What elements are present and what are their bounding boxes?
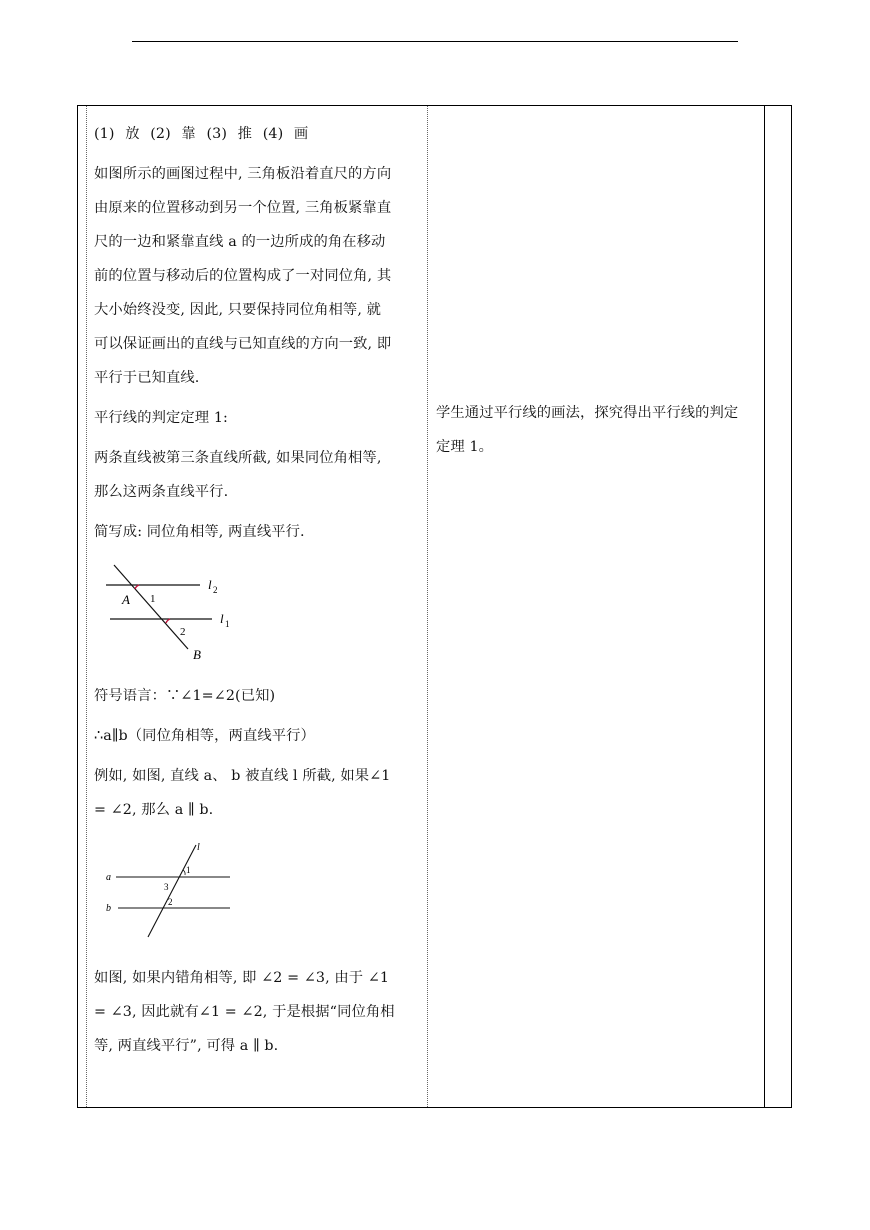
para1-line: 尺的一边和紧靠直线 a 的一边所成的角在移动 [94,234,386,250]
label-angle2: 2 [180,626,186,638]
line-l [148,845,196,937]
para1-line: 可以保证画出的直线与已知直线的方向一致, 即 [94,336,392,352]
conclusion-line: = ∠3, 因此就有∠1 = ∠2, 于是根据“同位角相 [94,1004,395,1020]
symbol-language-line: ∴a∥b（同位角相等，两直线平行） [94,728,315,744]
short-form: 简写成: 同位角相等, 两直线平行. [94,524,305,540]
example-line: 例如, 如图, 直线 a、 b 被直线 l 所截, 如果∠1 [94,768,391,784]
theorem-body-line: 那么这两条直线平行. [94,484,229,500]
student-note-line: 定理 1。 [436,439,494,455]
para1-line: 平行于已知直线. [94,370,200,386]
lesson-table [77,105,792,1108]
label-l2-subscript: 2 [213,585,218,595]
right-column-divider [764,106,765,1107]
steps-line: (1) 放 (2) 靠 (3) 推 (4) 画 [94,126,309,142]
label-angle1: 1 [150,593,156,605]
header-rule [132,41,738,42]
para1-line: 由原来的位置移动到另一个位置, 三角板紧靠直 [94,200,392,216]
teaching-content-column [94,117,416,1063]
angle1-mark [183,870,185,875]
conclusion-line: 等, 两直线平行”, 可得 a ∥ b. [94,1038,279,1054]
label-l2: l [208,577,212,592]
figure-corresponding-angles [96,563,236,663]
label-angle3: 3 [164,882,169,892]
label-l: l [197,842,200,853]
theorem-body-line: 两条直线被第三条直线所截, 如果同位角相等, [94,450,382,466]
transversal-ab [114,565,188,649]
label-angle2: 2 [168,897,173,907]
label-l1-subscript: 1 [225,619,230,629]
left-margin-line [86,106,87,1107]
figure-alternate-angles [104,839,244,941]
conclusion-line: 如图, 如果内错角相等, 即 ∠2 = ∠3, 由于 ∠1 [94,970,390,986]
para1-line: 大小始终没变, 因此, 只要保持同位角相等, 就 [94,302,382,318]
label-angle1: 1 [186,865,191,875]
theorem-title: 平行线的判定定理 1: [94,410,228,426]
symbol-language-line: 符号语言：∵∠1=∠2(已知) [94,688,276,704]
student-activity-column [436,396,762,464]
label-l1: l [220,611,224,626]
label-b: b [106,903,111,914]
label-a: A [122,592,130,607]
column-divider [427,106,428,1107]
label-a: a [106,872,111,883]
student-note-line: 学生通过平行线的画法，探究得出平行线的判定 [436,405,739,421]
label-b: B [193,647,201,662]
para1-line: 如图所示的画图过程中, 三角板沿着直尺的方向 [94,166,392,182]
example-line: = ∠2, 那么 a ∥ b. [94,802,214,818]
para1-line: 前的位置与移动后的位置构成了一对同位角, 其 [94,268,392,284]
